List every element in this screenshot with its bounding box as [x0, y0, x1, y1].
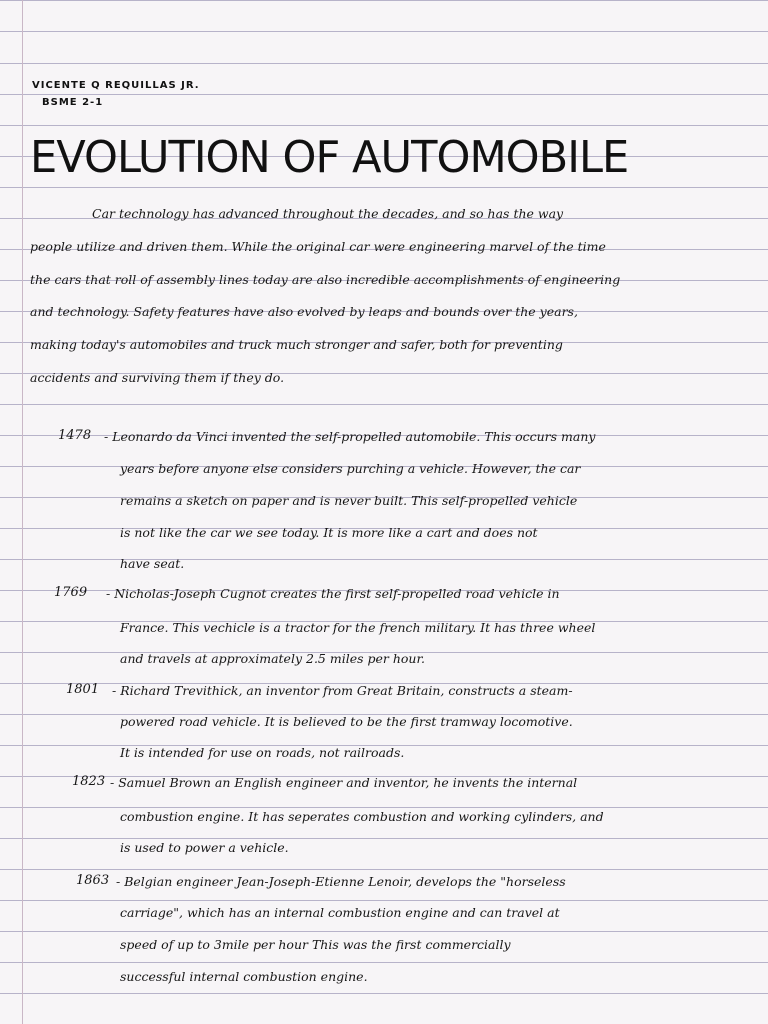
timeline-line: have seat.	[120, 556, 185, 571]
timeline-line: carriage", which has an internal combustion engine and can travel at	[120, 905, 560, 920]
timeline-line: speed of up to 3mile per hour This was the first commercially	[120, 937, 511, 952]
timeline-line: France. This vechicle is a tractor for the french military. It has three wheel	[120, 620, 596, 635]
timeline-line: years before anyone else considers purching a vehicle. However, the car	[120, 461, 581, 476]
intro-line: people utilize and driven them. While the original car were engineering marvel of the time	[30, 239, 606, 254]
intro-line: Car technology has advanced throughout the decades, and so has the way	[92, 206, 564, 221]
author-name: VICENTE Q REQUILLAS JR.	[32, 80, 200, 91]
timeline-line: remains a sketch on paper and is never built. This self-propelled vehicle	[120, 493, 578, 508]
timeline-line: - Samuel Brown an English engineer and inventor, he invents the internal	[110, 775, 578, 790]
timeline-year: 1823	[72, 774, 106, 789]
timeline-line: and travels at approximately 2.5 miles per hour.	[120, 651, 426, 666]
timeline-line: successful internal combustion engine.	[120, 969, 368, 984]
intro-line: accidents and surviving them if they do.	[30, 370, 285, 385]
author-section: BSME 2-1	[42, 97, 104, 108]
timeline-line: - Richard Trevithick, an inventor from Great Britain, constructs a steam-	[112, 683, 573, 698]
timeline-year: 1769	[54, 585, 88, 600]
timeline-line: - Belgian engineer Jean-Joseph-Etienne Lenoir, develops the "horseless	[116, 874, 566, 889]
margin-line	[22, 0, 23, 1024]
timeline-line: is not like the car we see today. It is more like a cart and does not	[120, 525, 538, 540]
timeline-line: powered road vehicle. It is believed to be the first tramway locomotive.	[120, 714, 573, 729]
timeline-line: is used to power a vehicle.	[120, 840, 289, 855]
timeline-year: 1801	[66, 682, 100, 697]
intro-line: and technology. Safety features have also evolved by leaps and bounds over the years,	[30, 304, 578, 319]
timeline-line: It is intended for use on roads, not railroads.	[120, 745, 405, 760]
timeline-line: - Nicholas-Joseph Cugnot creates the first self-propelled road vehicle in	[106, 586, 560, 601]
timeline-line: combustion engine. It has seperates combustion and working cylinders, and	[120, 809, 604, 824]
timeline-line: - Leonardo da Vinci invented the self-propelled automobile. This occurs many	[104, 429, 596, 444]
timeline-year: 1863	[76, 873, 110, 888]
timeline-year: 1478	[58, 428, 92, 443]
intro-line: the cars that roll of assembly lines today are also incredible accomplishments of engineering	[30, 272, 621, 287]
page-title: EVOLUTION OF AUTOMOBILE	[30, 132, 629, 183]
intro-line: making today's automobiles and truck much stronger and safer, both for preventing	[30, 337, 563, 352]
